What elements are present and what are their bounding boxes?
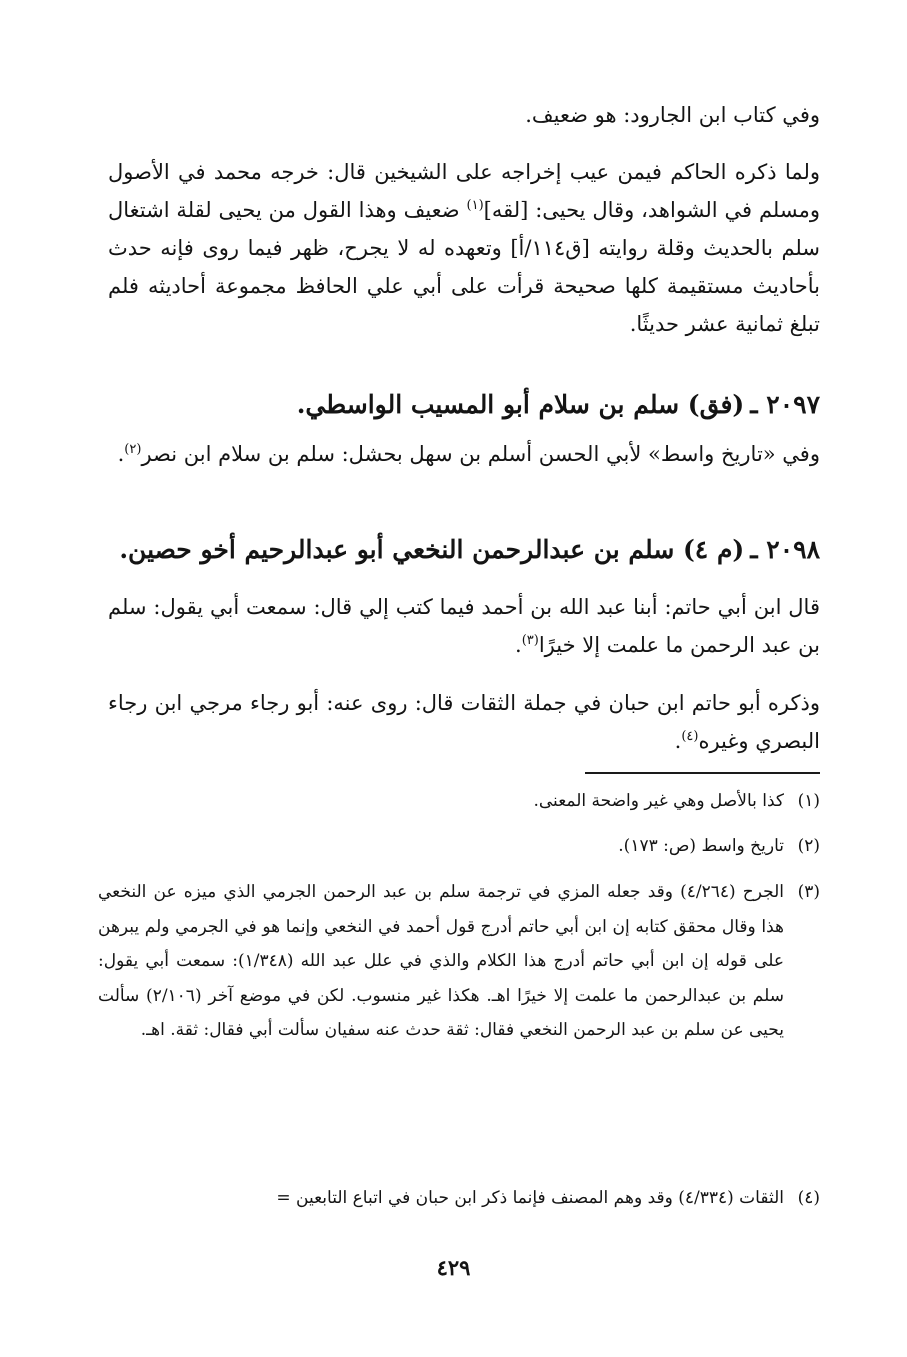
footnote-ref-4[interactable]: (٤) [681, 729, 699, 744]
paragraph-text: وفي «تاريخ واسط» لأبي الحسن أسلم بن سهل بحشل: سلم بن سلام ابن نصر [141, 442, 820, 466]
entry-number: ٢٠٩٨ ـ [750, 535, 820, 564]
footnote-text: تاريخ واسط (ص: ١٧٣). [618, 836, 784, 856]
paragraph-text: . [515, 633, 522, 657]
footnote-1 [98, 784, 820, 819]
footnote-ref-1[interactable]: (١) [466, 198, 484, 213]
footnote-2 [98, 829, 820, 864]
footnote-number: (٤) [797, 1188, 820, 1208]
paragraph-ibn-jarud [108, 96, 820, 134]
footnote-number: (٣) [797, 882, 820, 902]
paragraph-text: . [674, 729, 682, 753]
paragraph-text: ضعيف وهذا القول من يحيى لقلة اشتغال سلم بالحديث وقلة روايته [ق١١٤/أ] وتعهده له لا يجرح، ظهر فيما روى فإنه حدث بأحاديث مستقيمة كلها صحيحة قرأت على أبي علي الحافظ مجموعة أحاديثه فلم تبلغ ثمانية عشر حديثًا. [108, 198, 820, 336]
paragraph-text: قال ابن أبي حاتم: أبنا عبد الله بن أحمد فيما كتب إلي قال: سمعت أبي يقول: سلم بن عبد الرحمن ما علمت إلا خيرًا [108, 595, 820, 657]
footnote-text: كذا بالأصل وهي غير واضحة المعنى. [533, 791, 784, 811]
paragraph-text: وذكره أبو حاتم ابن حبان في جملة الثقات قال: روى عنه: أبو رجاء مرجي ابن رجاء البصري وغيره [108, 691, 820, 753]
footnote-number: (١) [797, 791, 820, 811]
footnote-ref-3[interactable]: (٣) [521, 633, 539, 648]
entry-title: (م ٤) سلم بن عبدالرحمن النخعي أبو عبدالرحيم أخو حصين. [119, 535, 745, 564]
paragraph-text: وفي كتاب ابن الجارود: هو ضعيف. [525, 103, 820, 127]
paragraph-tarikh-wasit [108, 435, 820, 473]
footnote-ref-2[interactable]: (٢) [124, 442, 142, 457]
paragraph-text: . [117, 442, 125, 466]
paragraph-hakim [108, 153, 820, 343]
footnote-number: (٢) [797, 836, 820, 856]
entry-title: (فق) سلم بن سلام أبو المسيب الواسطي. [296, 390, 745, 419]
footnote-separator [585, 772, 820, 774]
footnote-text: الجرح (٤/٢٦٤) وقد جعله المزي في ترجمة سلم بن عبد الرحمن الجرمي الذي ميزه عن النخعي هذا وقال محقق كتابه إن ابن أبي حاتم أدرج قول أحمد في النخعي وإنما هو في الجرمي ولم يبرهن على قوله إن ابن أبي حاتم أدرج هذا الكلام والذي في علل عبد الله (١/٣٤٨): سمعت أبي يقول: سلم بن عبدالرحمن ما علمت إلا خيرًا اهـ. هكذا غير منسوب. لكن في موضع آخر (٢/١٠٦) سألت يحيى عن سلم بن عبد الرحمن النخعي فقال: ثقة حدث عنه سفيان سألت أبي فقال: ثقة. اهـ. [98, 882, 784, 1040]
page-number: ٤٢٩ [436, 1255, 471, 1280]
paragraph-ibn-abi-hatim [108, 588, 820, 664]
entry-heading-2098 [108, 530, 820, 570]
entry-heading-2097 [108, 385, 820, 425]
entry-number: ٢٠٩٧ ـ [750, 390, 820, 419]
footnote-4 [98, 1181, 820, 1216]
footnote-3 [98, 875, 820, 1048]
paragraph-text: ولما ذكره الحاكم فيمن عيب إخراجه على الشيخين قال: خرجه محمد في الأصول ومسلم في الشواهد، وقال يحيى: [لقه] [108, 160, 820, 222]
footnote-text: الثقات (٤/٣٣٤) وقد وهم المصنف فإنما ذكر ابن حبان في اتباع التابعين = [276, 1188, 784, 1208]
paragraph-ibn-hibban [108, 684, 820, 760]
